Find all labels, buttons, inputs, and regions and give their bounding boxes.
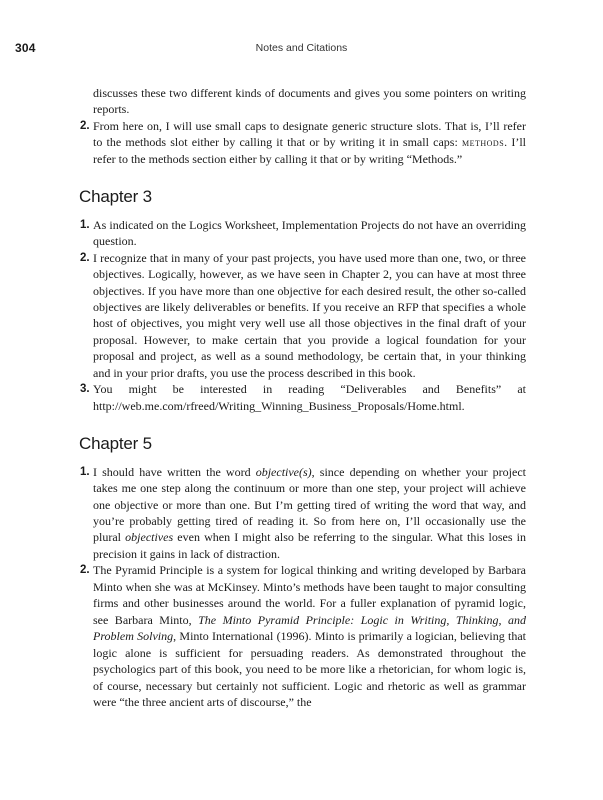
- chapter-5-note-2: [80, 562, 526, 710]
- chapter-5-note-1: [80, 464, 526, 563]
- note-text: , since depending on whether your project takes me one step along the continuum or more than one step, your project will achieve one objective or more than one. But I’m getting tired of writing the word that way, and you’re probably getting tired of reading it. So from here on, I’ll occasionally use the plural: [93, 464, 527, 545]
- page-body: [80, 85, 526, 710]
- chapter-3-note-1: [80, 217, 526, 250]
- chapter-3-note-3: [80, 381, 526, 414]
- small-caps-term: methods: [461, 135, 505, 150]
- continued-note-text: discusses these two different kinds of documents and gives you some pointers on writing reports.: [93, 86, 526, 117]
- note-text: As indicated on the Logics Worksheet, Implementation Projects do not have an overriding question.: [93, 217, 526, 249]
- note-text: You might be interested in reading “Deliverables and Benefits” at http://web.me.com/rfreed/Writing_Winning_Business_Proposals/Home.html.: [93, 382, 526, 413]
- running-header: Notes and Citations: [255, 42, 348, 54]
- note-text: I should have written the word: [93, 464, 256, 479]
- note-text: The Pyramid Principle is a system for logical thinking and writing developed by Barbara Minto when she was at McKinsey. Minto’s methods have been taught to major consulting firms and other businesses around the world. For a fuller explanation of pyramid logic, see Barbara Minto,: [93, 563, 526, 627]
- note-text: , Minto International (1996). Minto is primarily a logician, believing that logic alone is sufficient for persuading readers. As demonstrated throughout the psychologics part of this book, you need to be more like a rhetorician, for whom logic is, of course, necessary but certainly not sufficient. Logic and rhetoric as well as grammar were “the three ancient arts of discourse,” the: [93, 629, 527, 709]
- note-number: 3.: [80, 383, 90, 396]
- book-title: The Minto Pyramid Principle: Logic in Writing, Thinking, and Problem Solving: [93, 612, 527, 644]
- chapter-3-note-2: [80, 250, 526, 382]
- chapter-5-heading: Chapter 5: [79, 434, 152, 454]
- note-number: 2.: [80, 251, 90, 264]
- note-number: 2.: [80, 564, 90, 577]
- italic-term: objective(s): [255, 464, 312, 479]
- note-number: 1.: [80, 465, 90, 478]
- page-number: 304: [15, 41, 36, 55]
- note-text: even when I might also be referring to the singular. What this loses in precision it gains in lack of distraction.: [93, 530, 527, 561]
- note-text: . I’ll refer to the methods section either by calling it that or by writing “Methods.”: [93, 135, 526, 166]
- note-text: I recognize that in many of your past projects, you have used more than one, two, or three objectives. Logically, however, as we have seen in Chapter 2, you can have at most three objectives. If you have more than one objective for each desired result, the other so-called objectives are likely deliverables or benefits. If you receive an RFP that specifies a whole host of objectives, you might very well use all those objectives in the final draft of your proposal. However, to make certain that you provide a logical foundation for your proposal and project, as well as a sound methodology, be certain that, in your thinking and in your prior drafts, you use the process described in this book.: [93, 250, 526, 380]
- note-text: From here on, I will use small caps to designate generic structure slots. That is, I’ll refer to the methods slot either by calling it that or by writing it in small caps:: [93, 118, 526, 150]
- note-2: [80, 118, 526, 167]
- italic-term: objectives: [125, 530, 174, 545]
- chapter-3-heading: Chapter 3: [79, 187, 152, 207]
- note-number: 1.: [80, 218, 90, 231]
- note-number: 2.: [80, 119, 90, 132]
